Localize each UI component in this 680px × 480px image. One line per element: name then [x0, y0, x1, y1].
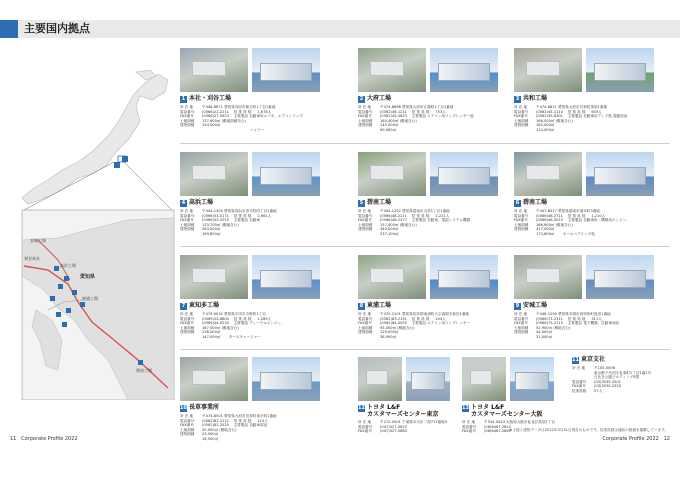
info-key: 所 在 地 [180, 209, 194, 213]
site-name: 碧南工場 [367, 199, 392, 206]
info-value: 137,600㎡ (敷地面積含む) [202, 118, 246, 123]
info-key: 土地面積 [180, 222, 195, 227]
info-value: (06)6467-2869 [484, 429, 511, 434]
map-place-label: 高浜工場 [60, 263, 76, 268]
site-number-badge: 4 [181, 200, 186, 206]
site-card [180, 255, 342, 355]
info-row [358, 128, 518, 133]
info-value: 〒475-0032 愛知県半田市吉野町1丁目 [202, 312, 266, 316]
aerial-photo [462, 357, 506, 401]
aerial-photo [358, 152, 426, 196]
site-name: 高浜工場 [189, 199, 214, 206]
site-number-badge: 12 [358, 405, 365, 411]
info-value: 180,000㎡ [536, 123, 555, 128]
info-value: 238,000㎡ [202, 330, 221, 335]
info-key: 土地面積 [514, 118, 529, 123]
site-card [358, 48, 520, 148]
building-photo [252, 255, 320, 299]
site-name: 碧南工場 [523, 199, 548, 206]
site-name: 東知多工場 [189, 302, 220, 309]
info-key: 所 在 地 [514, 105, 528, 109]
info-key: 土地面積 [180, 118, 195, 123]
map-place-label: 安城工場 [30, 238, 46, 243]
site-card [358, 152, 520, 252]
info-row [514, 128, 674, 133]
info-value: 21,000㎡ [536, 334, 553, 339]
site-card [180, 357, 342, 457]
info-value: 129,000㎡ [380, 330, 399, 335]
info-key: 建物面積 [180, 123, 195, 128]
info-key: 土地面積 [358, 118, 373, 123]
info-value: 237,100㎡ [380, 231, 399, 236]
info-key: FAX番号 [514, 218, 528, 223]
site-photos [358, 152, 520, 196]
building-photo [252, 357, 320, 401]
site-info [514, 105, 674, 133]
info-value: 〒554-0024 大阪府大阪市此花区島屋1丁目 [484, 420, 556, 424]
info-value: (0566)53-0171 従 業 員 数 2,661人 [202, 213, 272, 218]
info-key: FAX番号 [358, 429, 372, 434]
info-value: 30,000㎡ (敷地含む) [202, 427, 237, 432]
info-key: 電話番号 [514, 213, 529, 218]
hq-card [572, 357, 672, 427]
site-number-badge: 7 [181, 303, 186, 309]
info-value: (0566)53-2015 主要製品 自動車 [202, 218, 260, 223]
info-value: 52,900㎡ (敷地含む) [536, 325, 571, 330]
site-number-badge: 11 [572, 357, 579, 363]
info-row [180, 437, 340, 442]
info-value: (0566)46-2711 従 業 員 数 1,210人 [536, 213, 606, 218]
info-value: 154,000㎡ [202, 123, 221, 128]
info-value: シャワー [202, 127, 265, 132]
site-card [180, 48, 342, 148]
info-key: 建物面積 [358, 330, 373, 335]
info-value: 〒272-0001 千葉県市川市二俣717番地3 [380, 420, 448, 424]
info-key: 所 在 地 [358, 312, 372, 316]
site-number-badge: 1 [181, 96, 186, 102]
info-value: 340,000㎡ [380, 227, 399, 232]
page-title: 主要国内拠点 [24, 22, 90, 35]
info-key: 所 在 地 [180, 414, 194, 418]
info-key: FAX番号 [180, 423, 194, 428]
japan-map-graphic [18, 70, 178, 400]
info-key: 所 在 地 [514, 209, 528, 213]
info-key: 電話番号 [180, 109, 195, 114]
info-value: (0566)22-2211 従 業 員 数 1,678人 [202, 109, 272, 114]
info-key: 土地面積 [514, 325, 529, 330]
site-info [572, 366, 672, 394]
site-number-badge: 6 [515, 200, 520, 206]
info-value: (0562)82-2212 従 業 員 数 110人 [202, 418, 268, 423]
info-value: 189,800㎡ [202, 231, 221, 236]
map-pref-label: 愛知県 [80, 274, 96, 280]
site-number-badge: 9 [515, 303, 520, 309]
info-key: 電話番号 [358, 316, 373, 321]
site-photos [180, 255, 342, 299]
info-value: (0562)45-8301 主要製品 自動車用アンプ他 電動部品 [536, 114, 628, 119]
info-key: 電話番号 [358, 213, 373, 218]
aerial-photo [358, 255, 426, 299]
site-info [514, 209, 674, 237]
info-value: 166,000㎡ (敷地含む) [536, 118, 573, 123]
site-number-badge: 13 [462, 405, 469, 411]
site-number-badge: 8 [359, 303, 364, 309]
info-key: 土地面積 [514, 222, 529, 227]
info-key: FAX番号 [358, 218, 372, 223]
site-info [180, 312, 340, 340]
info-value: 〒447-8517 愛知県碧南市港本町3番地 [536, 209, 600, 213]
site-number-badge: 3 [515, 96, 520, 102]
info-key: 所 在 地 [358, 420, 372, 424]
info-key: 土地面積 [180, 427, 195, 432]
footer-right [602, 436, 670, 442]
info-key: 建物面積 [358, 123, 373, 128]
info-value: (0562)45-5623 主要製品 エアコン用コンプレッサー他 [380, 114, 474, 119]
building-photo [510, 357, 554, 401]
info-row: 電話番号 (03)3539-2501 [572, 379, 621, 384]
info-value: 34,000㎡ [536, 330, 553, 335]
info-value: 〒446-1295 愛知県安城市西別所町島田1番地 [536, 312, 611, 316]
info-key: 電話番号 [514, 316, 529, 321]
aerial-photo [180, 48, 248, 92]
map-place-label: 東浦工場 [82, 296, 98, 301]
info-value: 38,900㎡ [380, 334, 397, 339]
site-info [180, 209, 340, 237]
site-photos [514, 255, 676, 299]
info-value: 164,400㎡ (敷地含む) [380, 118, 417, 123]
site-info [358, 312, 518, 340]
site-photos [180, 48, 342, 92]
page-number-left: 11 [10, 436, 17, 442]
info-value: 90,000㎡ [380, 127, 397, 132]
site-number-badge: 5 [359, 200, 364, 206]
info-key: 電話番号 [180, 213, 195, 218]
site-card [514, 255, 676, 355]
info-value: 〒448-8671 愛知県刈谷市朝日町1丁目1番地 [202, 105, 276, 109]
site-name: 長草事業所 [189, 404, 220, 411]
info-row [180, 232, 340, 237]
info-key: 建物面積 [180, 227, 195, 232]
building-photo [430, 152, 498, 196]
info-key: 所 在 地 [514, 312, 528, 316]
site-name: トヨタ L&F カスタマーズセンター東京 [367, 404, 439, 418]
info-key: FAX番号 [514, 114, 528, 119]
info-value: 145,000㎡ [380, 123, 399, 128]
site-name: 東京支社 [581, 356, 606, 363]
map-place-label: 碧南工場 [136, 368, 152, 373]
header-accent-bar [0, 20, 18, 38]
site-photos [514, 48, 676, 92]
info-value: 〒444-1305 愛知県高浜市青木町四丁目1番地 [202, 209, 277, 213]
info-row [358, 232, 518, 237]
site-card [514, 152, 676, 252]
info-value: 167,000㎡ (敷地含む) [202, 325, 239, 330]
info-value: (0562)45-1110 従 業 員 数 605人 [536, 109, 602, 114]
site-number-badge: 10 [180, 405, 187, 411]
info-key: FAX番号 [358, 321, 372, 326]
info-value: 〒474-8611 愛知県大府市共和町茶屋1番地 [536, 105, 608, 109]
info-row [358, 335, 518, 340]
info-value: 〒474-8501 愛知県大府市長草町東平吹1番地 [202, 414, 277, 418]
site-name: 東浦工場 [367, 302, 392, 309]
info-value: 16,500㎡ [202, 436, 219, 441]
info-key: FAX番号 [180, 218, 194, 223]
aerial-photo [514, 48, 582, 92]
info-key: 所 在 地 [180, 105, 194, 109]
info-value: (0566)73-2715 主要製品 電子機器、自動車部品 [536, 321, 620, 326]
site-name: トヨタ L&F カスタマーズセンター大阪 [471, 404, 543, 418]
info-value: (047)327-5683 [380, 429, 407, 434]
info-row: 東京都千代田区有楽町1丁目1番1号 [594, 370, 652, 375]
info-key: 土地面積 [180, 325, 195, 330]
info-value: (0562)82-2525 主要製品 自動車部品 [202, 423, 268, 428]
map-place-label: 刈谷本社 [24, 256, 40, 261]
info-row [514, 335, 674, 340]
info-key: 所 在 地 [462, 420, 476, 424]
site-card [514, 48, 676, 148]
page-number-right: 12 [663, 436, 670, 442]
info-row: 所 在 地 〒100-0006 [572, 366, 615, 370]
info-key: 電話番号 [358, 424, 373, 429]
footer-label-right: Corporate Profile 2022 [602, 436, 659, 442]
info-value: (0562)46-1211 従 業 員 数 753人 [380, 109, 446, 114]
info-row [514, 232, 674, 237]
info-value: (0566)73-2311 従 業 員 数 311人 [536, 316, 602, 321]
aerial-photo [358, 48, 426, 92]
info-value: 133,700㎡ (敷地含む) [202, 222, 239, 227]
info-key: 建物面積 [514, 123, 529, 128]
aerial-photo [180, 357, 248, 401]
site-photos [180, 152, 342, 196]
site-number-badge: 2 [359, 96, 364, 102]
aerial-photo [514, 255, 582, 299]
info-row: 従業員数 57人 [572, 388, 603, 393]
info-key: 建物面積 [514, 330, 529, 335]
info-value: 173,600㎡ ボールベアリング他 [536, 231, 595, 236]
site-photos [358, 255, 520, 299]
info-key: 電話番号 [358, 109, 373, 114]
info-row: 日比谷公園ビルディング5階 [594, 375, 640, 380]
section-header [0, 20, 680, 38]
location-map [18, 70, 178, 400]
building-photo [430, 48, 498, 92]
info-key: 建物面積 [180, 432, 195, 437]
site-info [180, 105, 340, 133]
site-card [358, 255, 520, 355]
info-value: 〒474-8666 愛知県大府市江端町1丁目1番地 [380, 105, 454, 109]
info-value: 147,000㎡ ターボチャージャー [202, 334, 261, 339]
info-value: (047)327-5675 [380, 424, 407, 429]
site-photos [180, 357, 342, 401]
info-value: (0562)84-0029 主要製品 エアコン用コンプレッサー [380, 321, 470, 326]
building-photo [586, 255, 654, 299]
info-key: FAX番号 [358, 114, 372, 119]
aerial-photo [180, 255, 248, 299]
info-key: 電話番号 [180, 316, 195, 321]
info-key: 所 在 地 [358, 209, 372, 213]
aerial-photo [358, 357, 402, 401]
info-key: FAX番号 [180, 114, 194, 119]
site-info [358, 209, 518, 237]
info-row [180, 335, 340, 340]
info-value: 157,400㎡ (敷地含む) [380, 222, 417, 227]
info-key: 土地面積 [358, 325, 373, 330]
info-key: 電話番号 [180, 418, 195, 423]
site-info [180, 414, 340, 442]
info-value: 166,900㎡ (敷地含む) [536, 222, 573, 227]
info-value: (0566)48-2211 従 業 員 数 2,221人 [380, 213, 450, 218]
building-photo [430, 255, 498, 299]
info-value: (0566)46-5015 主要製品 自動車用・機械用エンジン、 [536, 218, 630, 223]
info-row: FAX番号 (03)3539-2520 [572, 384, 621, 389]
info-key: FAX番号 [180, 321, 194, 326]
info-key: 所 在 地 [180, 312, 194, 316]
info-row [180, 128, 340, 133]
site-info [514, 312, 674, 340]
site-name: 大府工場 [367, 95, 392, 102]
building-photo [252, 152, 320, 196]
building-photo [406, 357, 450, 401]
info-key: FAX番号 [514, 321, 528, 326]
footer-label-left: Corporate Profile 2022 [21, 436, 78, 442]
info-key: 電話番号 [514, 109, 529, 114]
info-value: 〒470-2101 愛知県知多郡東浦町大字森岡字新田1番地 [380, 312, 470, 316]
building-photo [586, 48, 654, 92]
info-value: 317,000㎡ [536, 227, 555, 232]
info-value: (0566)27-5623 主要製品 自動車用エバポ、エアコンリップ [202, 114, 303, 119]
info-value: 283,000㎡ [202, 227, 221, 232]
site-photos [358, 48, 520, 92]
info-value: 124,000㎡ [536, 127, 555, 132]
site-name: 共和工場 [523, 95, 548, 102]
info-key: 所 在 地 [358, 105, 372, 109]
building-photo [252, 48, 320, 92]
info-value: 93,000㎡ (敷地含む) [380, 325, 415, 330]
info-key: 土地面積 [358, 222, 373, 227]
footer-left [10, 436, 78, 442]
info-key: FAX番号 [462, 429, 476, 434]
site-name: 本社・刈谷工場 [189, 95, 232, 102]
info-key: 建物面積 [358, 227, 373, 232]
info-value: (0569)24-0233 主要製品 ディーゼルエンジン、 [202, 321, 285, 326]
building-photo [586, 152, 654, 196]
site-photos [514, 152, 676, 196]
info-value: (0569)24-8800 従 業 員 数 1,289人 [202, 316, 272, 321]
info-key: 建物面積 [180, 330, 195, 335]
site-name: 安城工場 [523, 302, 548, 309]
info-value: 23,000㎡ [202, 432, 219, 437]
info-value: (0566)48-2377 主要製品 自動車、電池システム機器 [380, 218, 470, 223]
site-card [180, 152, 342, 252]
aerial-photo [180, 152, 248, 196]
info-key: 電話番号 [462, 424, 477, 429]
footnote: ※土地と建物データは2022年3月31日現在のものです。従業員数は連結の数値を掲載しています。 [509, 428, 668, 432]
site-info [358, 105, 518, 133]
info-value: (06)6467-2810 [484, 424, 511, 429]
info-value: (0562)83-2151 従 業 員 数 204人 [380, 316, 446, 321]
info-key: 建物面積 [514, 227, 529, 232]
info-value: 〒444-1292 愛知県碧南市丸仲1丁目1番地 [380, 209, 450, 213]
aerial-photo [514, 152, 582, 196]
